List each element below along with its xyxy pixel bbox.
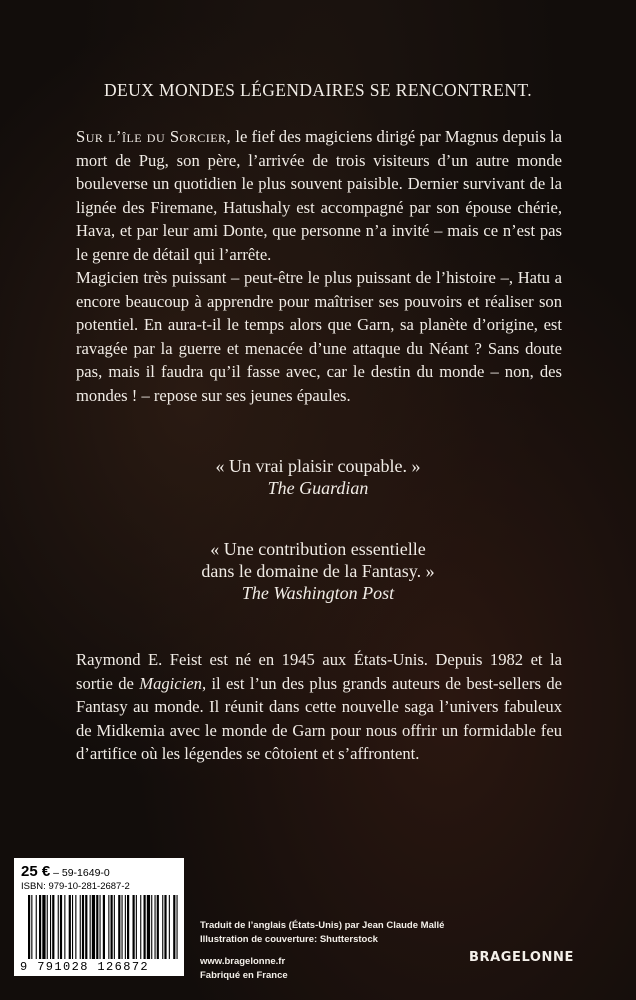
isbn: ISBN: 979-10-281-2687-2	[21, 881, 130, 892]
price: 25 €	[21, 863, 51, 880]
barcode-digits: 9 791028 126872	[20, 960, 150, 974]
synopsis-paragraph-2: Magicien très puissant – peut-être le plus puissant de l’histoire –, Hatu a encore beaucoup à apprendre pour maîtriser ses pouvoirs et réaliser son potentiel. En aura-t-il le temps alors que Garn, sa planète d’origine, est ravagée par la guerre et menacée d’une attaque du Néant ? Sans doute pas, mais il faudra qu’il fasse avec, car le destin du monde – non, des mondes ! – repose sur ses jeunes épaules.	[76, 268, 562, 405]
bio-text-2: , il est l’un des plus grands auteurs de best-sellers de Fantasy au monde. Il réunit dans cette nouvelle saga l’univers fabuleux de Midkemia avec le monde de Garn pour nous offrir un formidable feu d’artifice où les légendes se côtoient et s’affrontent.	[76, 673, 562, 763]
barcode-bars	[28, 895, 178, 959]
quote-source: The Washington Post	[241, 583, 395, 603]
cover-credit: Illustration de couverture: Shutterstock	[200, 934, 378, 945]
headline: DEUX MONDES LÉGENDAIRES SE RENCONTRENT.	[104, 80, 532, 100]
quote-guardian	[0, 455, 636, 499]
quote-text-line-2: dans le domaine de la Fantasy. »	[201, 561, 435, 581]
quote-source: The Guardian	[267, 478, 369, 498]
credits	[200, 919, 460, 983]
publisher-website: www.bragelonne.fr	[200, 956, 286, 967]
product-code: – 59-1649-0	[50, 867, 110, 879]
author-bio	[76, 648, 562, 766]
publisher-logo: BRAGELONNE	[468, 950, 574, 965]
quote-washington-post	[0, 538, 636, 604]
bio-text-1: Raymond E. Feist est né en 1945 aux États-Unis. Depuis 1982 et la sortie de	[76, 650, 562, 693]
translation-credit: Traduit de l’anglais (États-Unis) par Jean Claude Mallé	[200, 920, 445, 931]
bio-book-title: Magicien	[139, 673, 202, 693]
synopsis-text-1: le fief des magiciens dirigé par Magnus depuis la mort de Pug, son père, l’arrivée de trois visiteurs d’un autre monde bouleverse un quotidien le plus souvent paisible. Dernier survivant de la lignée des Firemane, Hatushaly est accompagné par son épouse chérie, Hava, et par leur ami Donte, que personne n’a invité – mais ce n’est pas le genre de détail qui l’arrête.	[76, 127, 562, 264]
price-line	[21, 863, 110, 880]
barcode-label	[14, 858, 184, 976]
synopsis-lead: Sur l’île du Sorcier,	[76, 127, 232, 146]
quote-text: « Un vrai plaisir coupable. »	[215, 456, 421, 476]
synopsis-paragraph-1	[76, 125, 562, 266]
synopsis	[76, 125, 562, 407]
quote-text-line-1: « Une contribution essentielle	[210, 539, 426, 559]
made-in: Fabriqué en France	[200, 970, 288, 981]
